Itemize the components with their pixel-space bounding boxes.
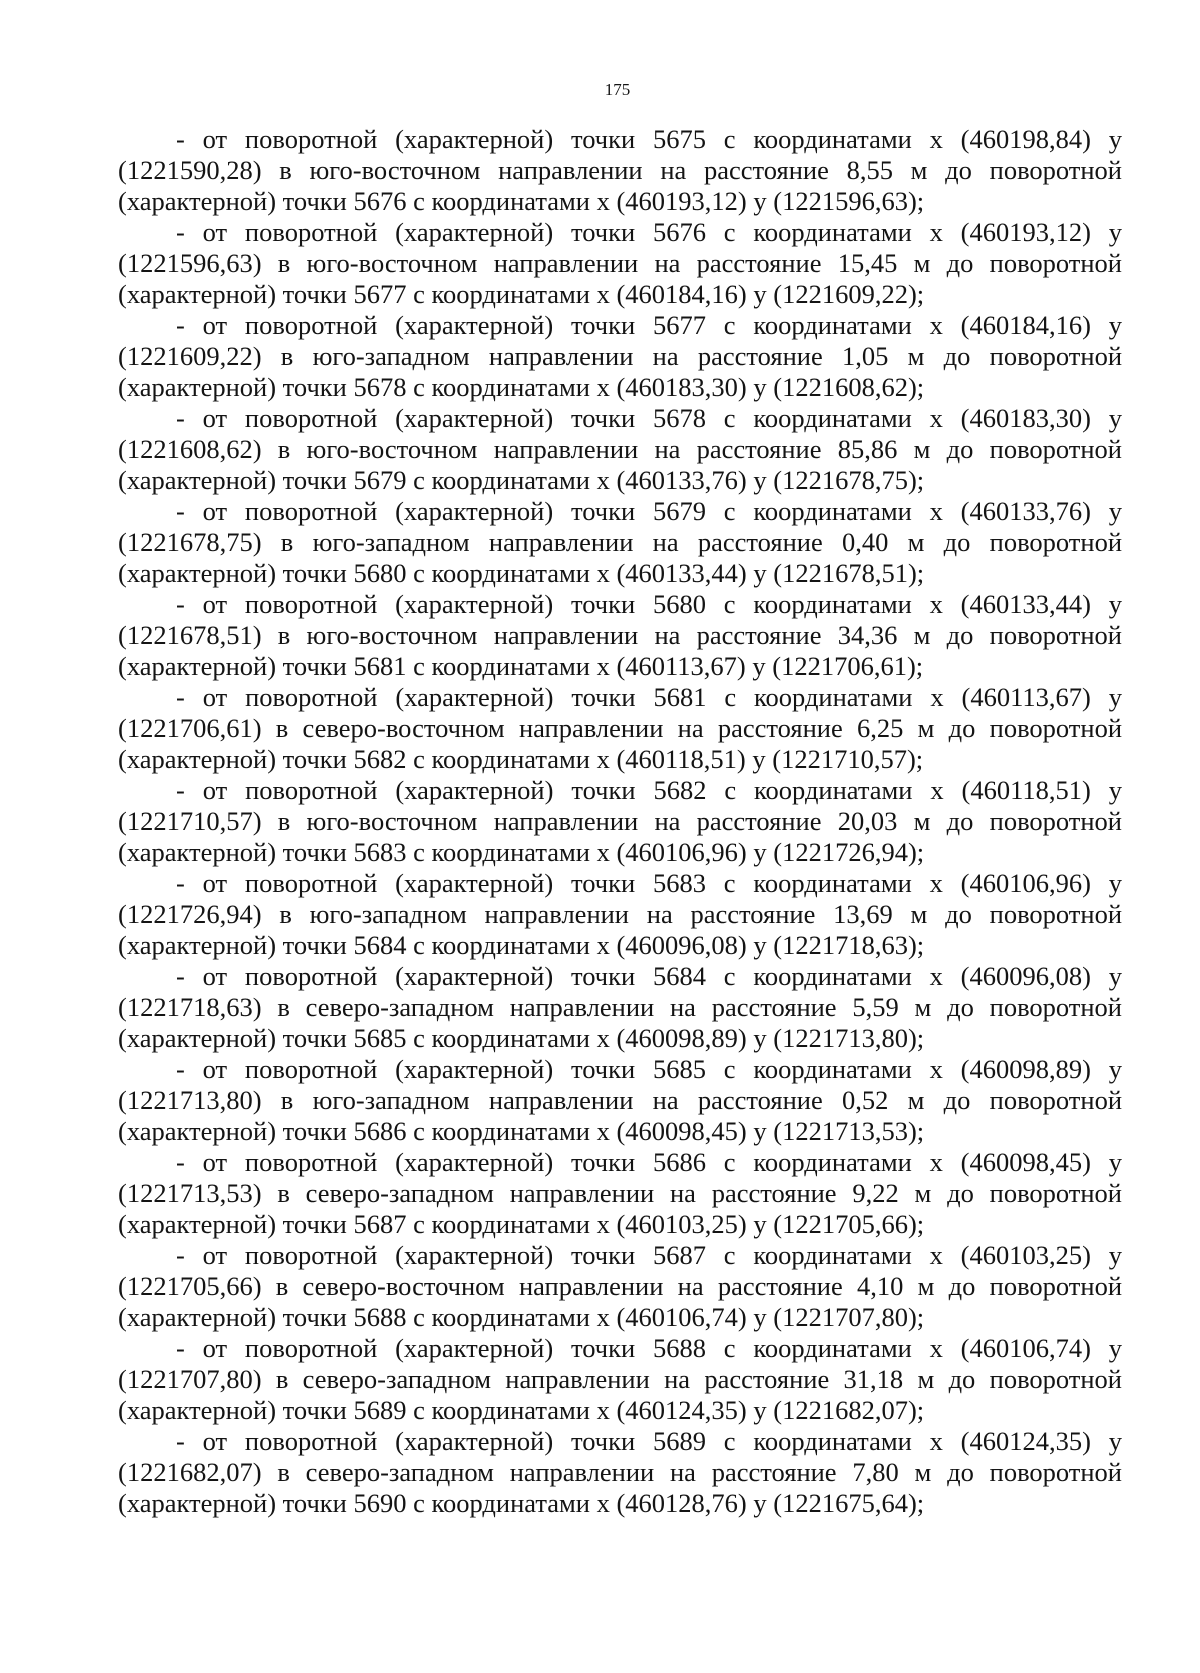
paragraph-segment-5684: - от поворотной (характерной) точки 5684 с координатами x (460096,08) y (1221718,63) в северо-западном направлении на расстояние 5,59 м до поворотной (характерной) точки 5685 с координатами x (460098,89) y (1221713,80);: [118, 961, 1122, 1053]
paragraph-segment-5679: - от поворотной (характерной) точки 5679 с координатами x (460133,76) y (1221678,75) в юго-западном направлении на расстояние 0,40 м до поворотной (характерной) точки 5680 с координатами x (460133,44) y (1221678,51);: [118, 496, 1122, 588]
paragraph-segment-5687: - от поворотной (характерной) точки 5687 с координатами x (460103,25) y (1221705,66) в северо-восточном направлении на расстояние 4,10 м до поворотной (характерной) точки 5688 с координатами x (460106,74) y (1221707,80);: [118, 1240, 1122, 1332]
paragraph-segment-5683: - от поворотной (характерной) точки 5683 с координатами x (460106,96) y (1221726,94) в юго-западном направлении на расстояние 13,69 м до поворотной (характерной) точки 5684 с координатами x (460096,08) y (1221718,63);: [118, 868, 1122, 960]
paragraph-segment-5680: - от поворотной (характерной) точки 5680 с координатами x (460133,44) y (1221678,51) в юго-восточном направлении на расстояние 34,36 м до поворотной (характерной) точки 5681 с координатами x (460113,67) y (1221706,61);: [118, 589, 1122, 681]
paragraph-segment-5676: - от поворотной (характерной) точки 5676 с координатами x (460193,12) y (1221596,63) в юго-восточном направлении на расстояние 15,45 м до поворотной (характерной) точки 5677 с координатами x (460184,16) y (1221609,22);: [118, 217, 1122, 309]
boundary-description: [118, 124, 1122, 1519]
paragraph-segment-5682: - от поворотной (характерной) точки 5682 с координатами x (460118,51) y (1221710,57) в юго-восточном направлении на расстояние 20,03 м до поворотной (характерной) точки 5683 с координатами x (460106,96) y (1221726,94);: [118, 775, 1122, 867]
paragraph-segment-5677: - от поворотной (характерной) точки 5677 с координатами x (460184,16) y (1221609,22) в юго-западном направлении на расстояние 1,05 м до поворотной (характерной) точки 5678 с координатами x (460183,30) y (1221608,62);: [118, 310, 1122, 402]
paragraph-segment-5686: - от поворотной (характерной) точки 5686 с координатами x (460098,45) y (1221713,53) в северо-западном направлении на расстояние 9,22 м до поворотной (характерной) точки 5687 с координатами x (460103,25) y (1221705,66);: [118, 1147, 1122, 1239]
paragraph-segment-5675: - от поворотной (характерной) точки 5675 с координатами x (460198,84) y (1221590,28) в юго-восточном направлении на расстояние 8,55 м до поворотной (характерной) точки 5676 с координатами x (460193,12) y (1221596,63);: [118, 124, 1122, 216]
paragraph-segment-5678: - от поворотной (характерной) точки 5678 с координатами x (460183,30) y (1221608,62) в юго-восточном направлении на расстояние 85,86 м до поворотной (характерной) точки 5679 с координатами x (460133,76) y (1221678,75);: [118, 403, 1122, 495]
paragraph-segment-5689: - от поворотной (характерной) точки 5689 с координатами x (460124,35) y (1221682,07) в северо-западном направлении на расстояние 7,80 м до поворотной (характерной) точки 5690 с координатами x (460128,76) y (1221675,64);: [118, 1426, 1122, 1518]
page-number: 175: [604, 80, 631, 99]
paragraph-segment-5685: - от поворотной (характерной) точки 5685 с координатами x (460098,89) y (1221713,80) в юго-западном направлении на расстояние 0,52 м до поворотной (характерной) точки 5686 с координатами x (460098,45) y (1221713,53);: [118, 1054, 1122, 1146]
paragraph-segment-5681: - от поворотной (характерной) точки 5681 с координатами x (460113,67) y (1221706,61) в северо-восточном направлении на расстояние 6,25 м до поворотной (характерной) точки 5682 с координатами x (460118,51) y (1221710,57);: [118, 682, 1122, 774]
paragraph-segment-5688: - от поворотной (характерной) точки 5688 с координатами x (460106,74) y (1221707,80) в северо-западном направлении на расстояние 31,18 м до поворотной (характерной) точки 5689 с координатами x (460124,35) y (1221682,07);: [118, 1333, 1122, 1425]
